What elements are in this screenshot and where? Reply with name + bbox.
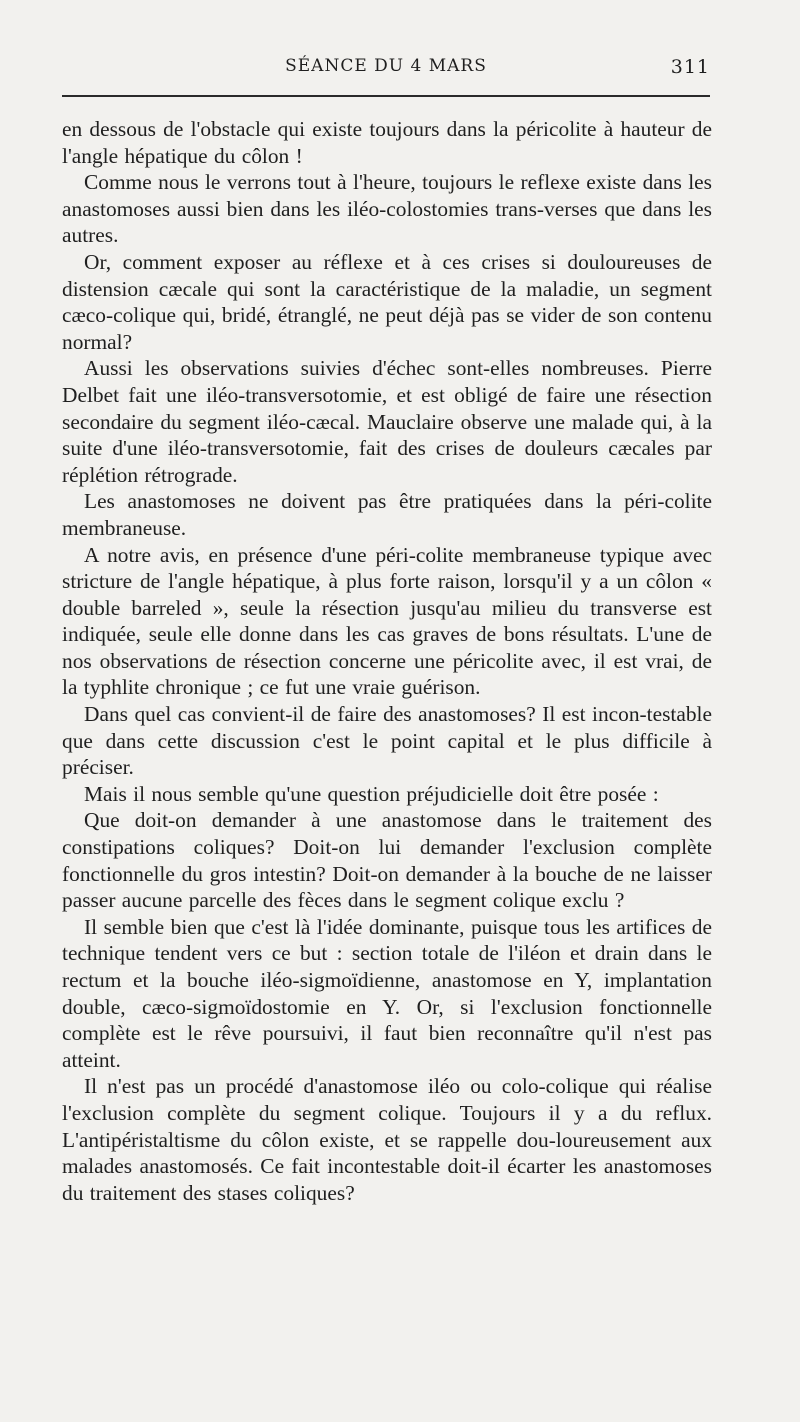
page-number: 311 (670, 56, 710, 78)
paragraph: Mais il nous semble qu'une question préjudicielle doit être posée : (84, 781, 659, 806)
paragraph: Il n'est pas un procédé d'anastomose iléo ou colo-colique qui réalise l'exclusion complète du segment colique. Toujours il y a du reflux. L'antipéristaltisme du côlon existe, et se rappelle dou-loureusement aux malades anastomosés. Ce fait incontestable doit-il écarter les anastomoses du traitement des stases coliques? (62, 1074, 712, 1205)
header-rule (62, 95, 710, 97)
body-text (62, 116, 712, 1206)
running-head (62, 56, 710, 84)
paragraph: Dans quel cas convient-il de faire des anastomoses? Il est incon-testable que dans cette discussion c'est le point capital et le plus difficile à préciser. (62, 702, 712, 780)
paragraph: Or, comment exposer au réflexe et à ces crises si douloureuses de distension cæcale qui sont la caractéristique de la maladie, un segment cæco-colique qui, bridé, étranglé, ne peut déjà pas se vider de son contenu normal? (62, 249, 712, 354)
paragraph: Les anastomoses ne doivent pas être pratiquées dans la péri-colite membraneuse. (62, 489, 712, 540)
paragraph: Comme nous le verrons tout à l'heure, toujours le reflexe existe dans les anastomoses aussi bien dans les iléo-colostomies trans-verses que dans les autres. (62, 170, 712, 248)
paragraph: A notre avis, en présence d'une péri-colite membraneuse typique avec stricture de l'angle hépatique, à plus forte raison, lorsqu'il y a un côlon « double barreled », seule la résection jusqu'au milieu du transverse est indiquée, seule elle donne dans les cas graves de bons résultats. L'une de nos observations de résection concerne une péricolite avec, il est vrai, de la typhlite chronique ; ce fut une vraie guérison. (62, 542, 712, 700)
paragraph: Aussi les observations suivies d'échec sont-elles nombreuses. Pierre Delbet fait une iléo-transversotomie, et est obligé de faire une résection secondaire du segment iléo-cæcal. Mauclaire observe une malade qui, à la suite d'une iléo-transversotomie, fait des crises de douleurs cæcales par réplétion rétrograde. (62, 356, 712, 487)
running-title: SÉANCE DU 4 MARS (285, 56, 487, 76)
paragraph: Il semble bien que c'est là l'idée dominante, puisque tous les artifices de technique tendent vers ce but : section totale de l'iléon et drain dans le rectum et la bouche iléo-sigmoïdienne, anastomose en Y, implantation double, cæco-sigmoïdostomie en Y. Or, si l'exclusion fonctionnelle complète est le rêve poursuivi, il faut bien reconnaître qu'il n'est pas atteint. (62, 914, 712, 1072)
paragraph-continuation: en dessous de l'obstacle qui existe toujours dans la péricolite à hauteur de l'angle hépatique du côlon ! (62, 117, 712, 168)
paragraph: Que doit-on demander à une anastomose dans le traitement des constipations coliques? Doit-on lui demander l'exclusion complète fonctionnelle du gros intestin? Doit-on demander à la bouche de ne laisser passer aucune parcelle des fèces dans le segment colique exclu ? (62, 808, 712, 913)
